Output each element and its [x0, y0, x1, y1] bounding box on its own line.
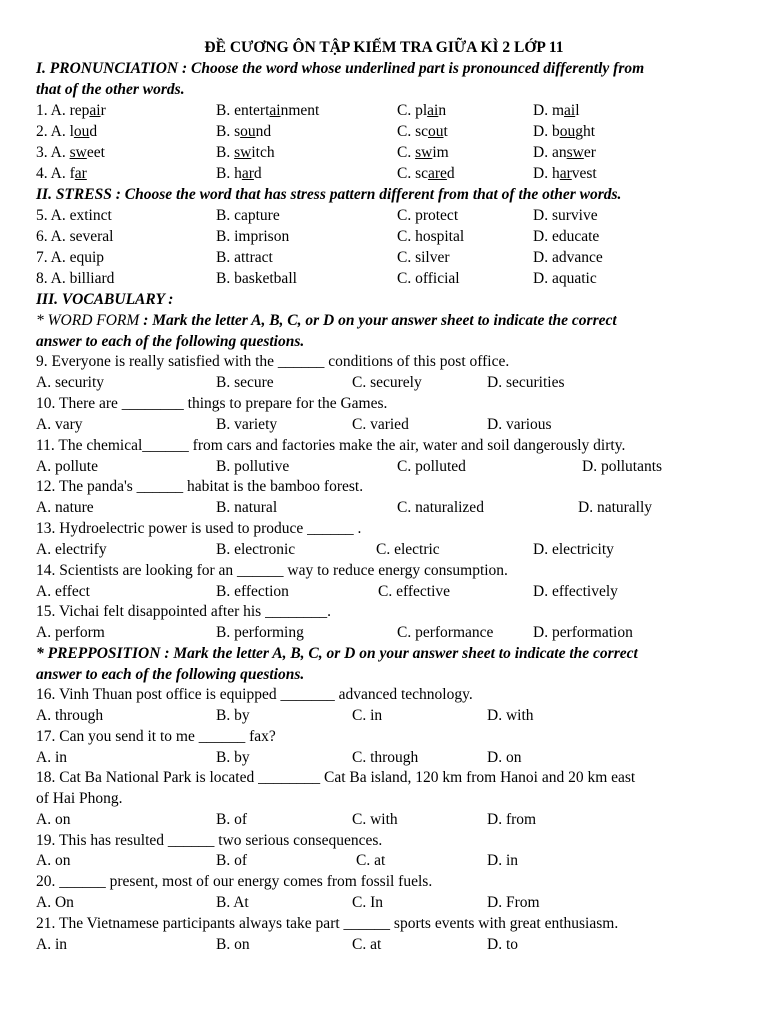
question-12: 12. The panda's ______ habitat is the bamboo forest. — [36, 478, 364, 495]
word-form-heading: * WORD FORM : Mark the letter A, B, C, or D on your answer sheet to indicate the correct — [36, 312, 617, 329]
section-2-heading: II. STRESS : Choose the word that has stress pattern different from that of the other words. — [36, 186, 622, 203]
question-19: 19. This has resulted ______ two serious consequences. — [36, 832, 383, 849]
question-21: 21. The Vietnamese participants always take part ______ sports events with great enthusiasm. — [36, 915, 619, 932]
question-11: 11. The chemical______ from cars and factories make the air, water and soil dangerously dirty. — [36, 437, 626, 454]
question-17: 17. Can you send it to me ______ fax? — [36, 728, 276, 745]
question-9: 9. Everyone is really satisfied with the ______ conditions of this post office. — [36, 353, 510, 370]
preposition-heading: * PREPPOSITION : Mark the letter A, B, C, or D on your answer sheet to indicate the correct — [36, 645, 638, 662]
worksheet-page: ĐỀ CƯƠNG ÔN TẬP KIẾM TRA GIỮA KÌ 2 LỚP 11 I. PRONUNCIATION : Choose the word whose underlined part is pronounced differently from that of the other words. 1. A. repair B. entertainment C. plain D. mail 2. A. loud B. sound C. scout D. bought 3. A. sweet B. switch C. swim D. answer 4. A. far B. hard C. scared D. harvest II. STRESS : Choose the word that has stress pattern different from that of the other words. 5. A. extinct B. capture C. protect D. survive 6. A. several B. imprison C. hospital D. educate 7. A. equip B. attract C. silver D. advance 8. A. billiard B. basketball C. official D. aquatic III. VOCABULARY : * WORD FORM : Mark the letter A, B, C, or D on your answer sheet to indicate the correct answer to each of the following questions. 9. Everyone is really satisfied with the ______ conditions of this post office. A. security B. secure C. securely D. securities 10. There are ________ things to prepare for the Games. A. vary B. variety C. varied D. various 11. The chemical______ from cars and factories make the air, water and soil dangerously dirty. A. pollute B. pollutive C. polluted D. pollutants 12. The panda's ______ habitat is the bamboo forest. A. nature B. natural C. naturalized D. naturally 13. Hydroelectric power is used to produce ______ . A. electrify B. electronic C. electric D. electricity 14. Scientists are looking for an ______ way to reduce energy consumption. A. effect B. effection C. effective D. effectively 15. Vichai felt disappointed after his ________. A. perform B. performing C. performance D. performation * PREPPOSITION : Mark the letter A, B, C, or D on your answer sheet to indicate the correct answer to each of the following questions. 16. Vinh Thuan post office is equipped _______ advanced technology. A. through B. by C. in D. with 17. Can you send it to me ______ fax? A. in B. by C. through D. on 18. Cat Ba National Park is located ________ Cat Ba island, 120 km from Hanoi and 20 km east of Hai Phong. A. on B. of C. with D. from 19. This has resulted ______ two serious consequences. A. on B. of C. at D. in 20. ______ present, most of our energy comes from fossil fuels. A. On B. At C. In D. From 21. The Vietnamese participants always take part ______ sports events with great enthusiasm. A. in B. on C. at D. to — [0, 0, 768, 1024]
word-form-heading-cont: answer to each of the following questions. — [36, 333, 305, 350]
question-13: 13. Hydroelectric power is used to produce ______ . — [36, 520, 362, 537]
question-15: 15. Vichai felt disappointed after his ________. — [36, 603, 331, 620]
page-title: ĐỀ CƯƠNG ÔN TẬP KIẾM TRA GIỮA KÌ 2 LỚP 11 — [204, 39, 564, 56]
section-1-heading-cont: that of the other words. — [36, 81, 185, 98]
question-10: 10. There are ________ things to prepare for the Games. — [36, 395, 388, 412]
question-20: 20. ______ present, most of our energy comes from fossil fuels. — [36, 873, 433, 890]
question-14: 14. Scientists are looking for an ______ way to reduce energy consumption. — [36, 562, 508, 579]
question-18-cont: of Hai Phong. — [36, 790, 123, 807]
preposition-heading-cont: answer to each of the following questions. — [36, 666, 305, 683]
section-3-heading: III. VOCABULARY : — [36, 291, 174, 308]
question-16: 16. Vinh Thuan post office is equipped _______ advanced technology. — [36, 686, 473, 703]
question-18: 18. Cat Ba National Park is located ________ Cat Ba island, 120 km from Hanoi and 20 km east — [36, 769, 636, 786]
section-1-heading: I. PRONUNCIATION : Choose the word whose underlined part is pronounced differently from — [36, 60, 645, 77]
